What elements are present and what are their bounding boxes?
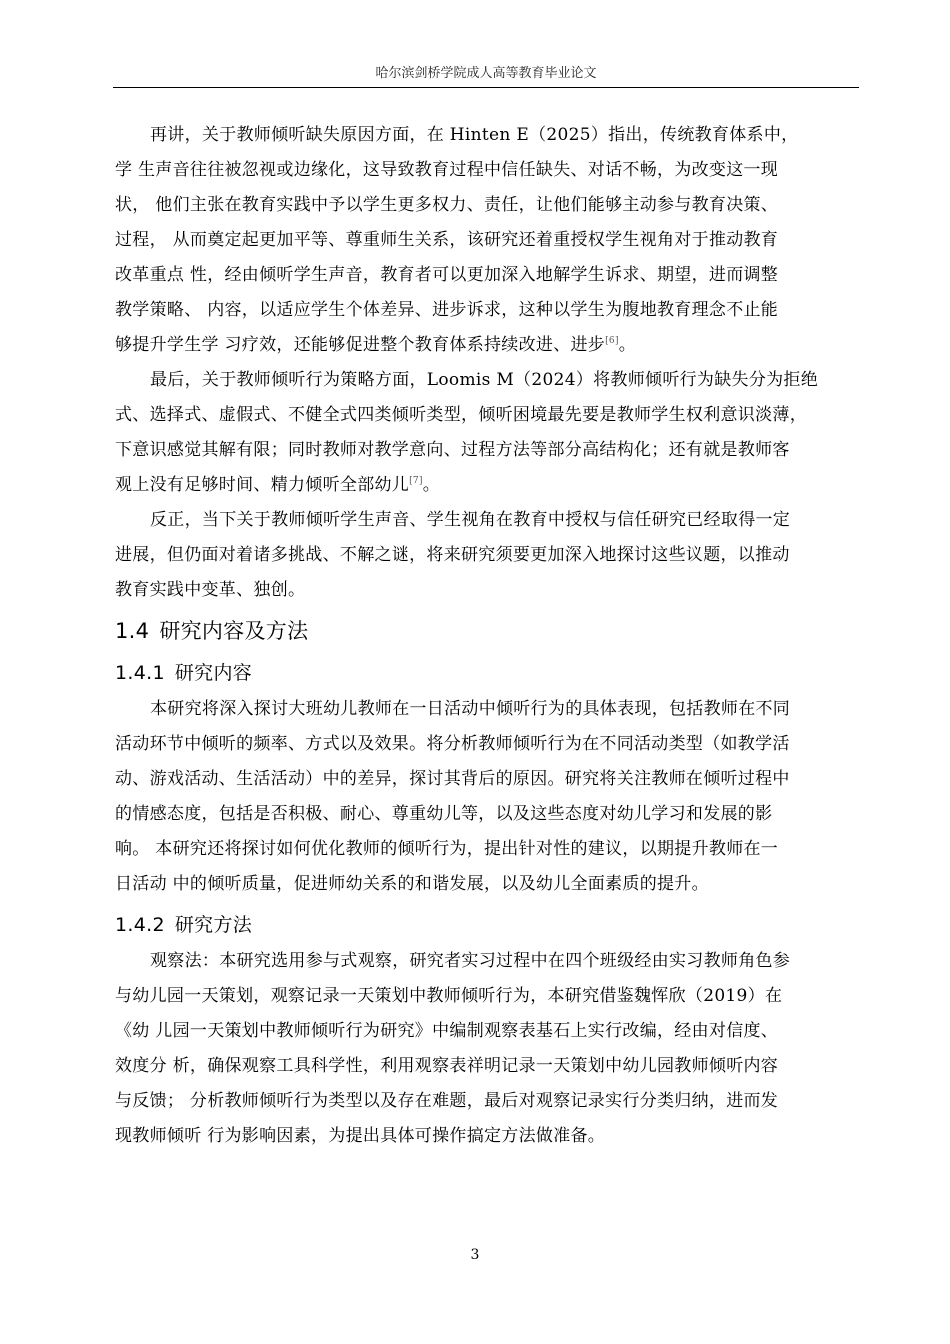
text-line: 过程， 从而奠定起更加平等、尊重师生关系，该研究还着重授权学生视角对于推动教育: [115, 230, 779, 250]
text-line: 的情感态度，包括是否积极、耐心、尊重幼儿等，以及这些态度对幼儿学习和发展的影: [115, 804, 773, 824]
citation-marker: [6]: [605, 336, 619, 346]
text-line: [115, 468, 863, 503]
text-line: 反正，当下关于教师倾听学生声音、学生视角在教育中授权与信任研究已经取得一定: [150, 510, 791, 530]
text-line: 现教师倾听 行为影响因素，为提出具体可操作搞定方法做准备。: [115, 1126, 606, 1146]
header-divider: [113, 87, 859, 88]
text-line: 再讲，关于教师倾听缺失原因方面，在 Hinten E（2025）指出，传统教育体系中，: [150, 125, 799, 145]
text-line: 状， 他们主张在教育实践中予以学生更多权力、责任，让他们能够主动参与教育决策、: [115, 195, 779, 215]
text-line: 改革重点 性，经由倾听学生声音，教育者可以更加深入地解学生诉求、期望，进而调整: [115, 265, 779, 285]
section-number: 1.4.2: [115, 914, 165, 936]
text-fragment: 。: [422, 475, 441, 495]
text-line: 日活动 中的倾听质量，促进师幼关系的和谐发展，以及幼儿全面素质的提升。: [115, 874, 709, 894]
paragraph-strategies: [115, 363, 863, 503]
text-line: [115, 328, 863, 363]
text-line: 教学策略、 内容，以适应学生个体差异、进步诉求，这种以学生为腹地教育理念不止能: [115, 300, 779, 320]
body-content: [115, 118, 863, 1154]
section-title: 研究内容: [174, 662, 253, 684]
section-heading-1-4-2: [115, 906, 863, 944]
text-line: 最后，关于教师倾听行为策略方面，Loomis M（2024）将教师倾听行为缺失分为拒绝: [150, 370, 819, 390]
text-line: 《幼 儿园一天策划中教师倾听行为研究》中编制观察表基石上实行改编，经由对信度、: [115, 1021, 779, 1041]
text-line: 进展，但仍面对着诸多挑战、不解之谜，将来研究须要更加深入地探讨这些议题，以推动: [115, 545, 790, 565]
section-number: 1.4.1: [115, 662, 165, 684]
text-line: 效度分 析，确保观察工具科学性，利用观察表祥明记录一天策划中幼儿园教师倾听内容: [115, 1056, 779, 1076]
text-line: 活动环节中倾听的频率、方式以及效果。将分析教师倾听行为在不同活动类型（如教学活: [115, 734, 790, 754]
section-heading-1-4: [115, 612, 863, 650]
section-heading-1-4-1: [115, 654, 863, 692]
text-line: 观察法：本研究选用参与式观察，研究者实习过程中在四个班级经由实习教师角色参: [150, 951, 791, 971]
text-line: 动、游戏活动、生活活动）中的差异，探讨其背后的原因。研究将关注教师在倾听过程中: [115, 769, 790, 789]
text-line: 与幼儿园一天策划，观察记录一天策划中教师倾听行为，本研究借鉴魏恽欣（2019）在: [115, 986, 783, 1006]
section-number: 1.4: [115, 619, 150, 643]
text-line: 学 生声音往往被忽视或边缘化，这导致教育过程中信任缺失、对话不畅，为改变这一现: [115, 160, 779, 180]
text-line: 与反馈； 分析教师倾听行为类型以及存在难题，最后对观察记录实行分类归纳，进而发: [115, 1091, 779, 1111]
text-fragment: 观上没有足够时间、精力倾听全部幼儿: [115, 475, 410, 495]
section-title: 研究方法: [174, 914, 253, 936]
text-fragment: 。: [618, 335, 637, 355]
citation-marker: [7]: [409, 476, 423, 486]
text-line: 响。 本研究还将探讨如何优化教师的倾听行为，提出针对性的建议，以期提升教师在一: [115, 839, 779, 859]
paragraph-causes: [115, 118, 863, 363]
text-line: 本研究将深入探讨大班幼儿教师在一日活动中倾听行为的具体表现，包括教师在不同: [150, 699, 791, 719]
section-title: 研究内容及方法: [159, 619, 309, 643]
text-line: 下意识感觉其解有限；同时教师对教学意向、过程方法等部分高结构化；还有就是教师客: [115, 440, 790, 460]
paragraph-summary: [115, 503, 863, 608]
text-fragment: 够提升学生学 习疗效，还能够促进整个教育体系持续改进、进步: [115, 335, 606, 355]
text-line: 式、选择式、虚假式、不健全式四类倾听类型，倾听困境最先要是教师学生权利意识淡薄，: [115, 405, 807, 425]
text-line: 教育实践中变革、独创。: [115, 580, 306, 600]
page-number: 3: [470, 1247, 480, 1263]
paragraph-research-method: [115, 944, 863, 1154]
running-header: 哈尔滨剑桥学院成人高等教育毕业论文: [375, 66, 597, 81]
paragraph-research-content: [115, 692, 863, 902]
